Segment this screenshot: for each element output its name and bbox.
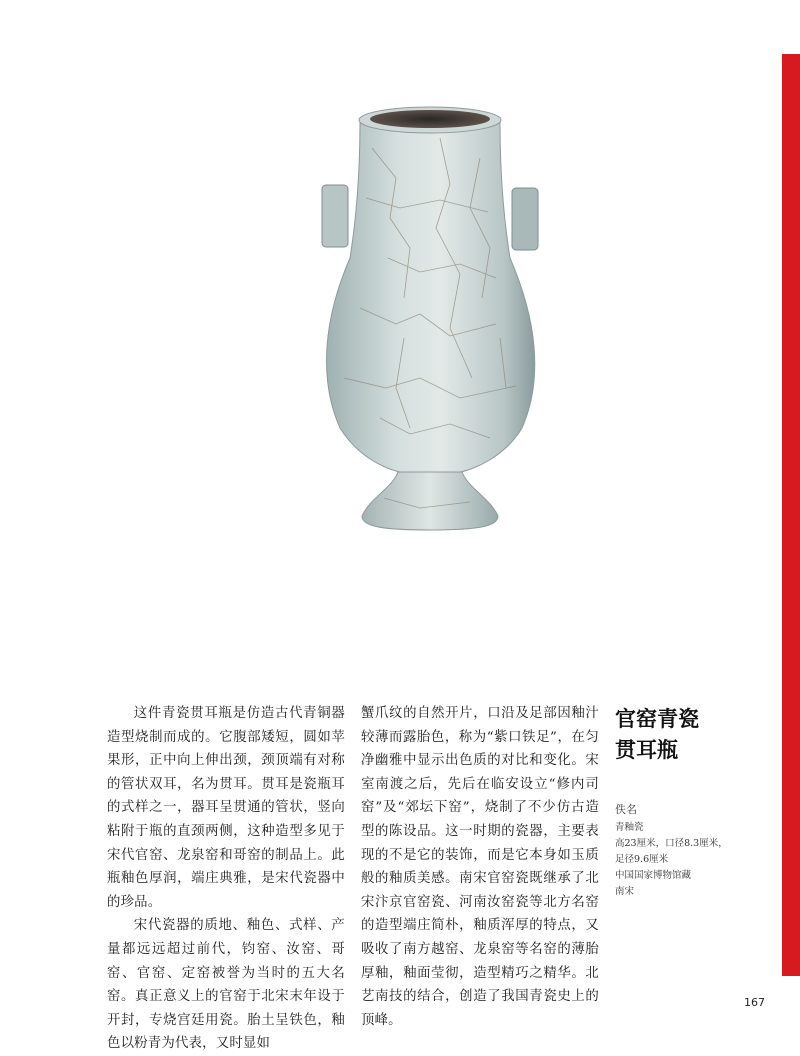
meta-dimensions-2: 足径9.6厘米 xyxy=(615,854,669,865)
meta-dynasty: 南宋 xyxy=(615,886,635,897)
body-column-2 xyxy=(361,702,599,1032)
artifact-title xyxy=(615,704,775,766)
meta-dimensions: 高23厘米，口径8.3厘米， xyxy=(615,838,728,849)
paragraph: 这件青瓷贯耳瓶是仿造古代青铜器造型烧制而成的。它腹部矮短，圆如苹果形，正中向上伸出颈，颈顶端有对称的管状双耳，名为贯耳。贯耳是瓷瓶耳的式样之一，器耳呈贯通的管状，竖向粘附于瓶的直颈两侧，这种造型多见于宋代官窑、龙泉窑和哥窑的制品上。此瓶釉色厚润，端庄典雅，是宋代瓷器中的珍品。 xyxy=(107,706,345,910)
title-line: 官窑青瓷 xyxy=(615,707,699,731)
title-line: 贯耳瓶 xyxy=(615,738,678,762)
meta-author: 佚名 xyxy=(615,803,637,816)
meta-collection: 中国国家博物馆藏 xyxy=(615,870,692,881)
paragraph: 蟹爪纹的自然开片，口沿及足部因釉汁较薄而露胎色，称为“紫口铁足”，在匀净幽雅中显示出色质的对比和变化。宋室南渡之后，先后在临安设立“修内司窑”及“郊坛下窑”，烧制了不少仿古造型的陈设品。这一时期的瓷器，主要表现的不是它的装饰，而是它本身如玉质般的釉质美感。南宋官窑瓷既继承了北宋汴京官窑瓷、河南汝窑瓷等北方名窑的造型端庄简朴，釉质浑厚的特点，又吸收了南方越窑、龙泉窑等名窑的薄胎厚釉，釉面莹彻，造型精巧之精华。北艺南技的结合，创造了我国青瓷史上的顶峰。 xyxy=(361,706,599,1028)
guan-ware-vase-image xyxy=(300,88,560,538)
red-edge-bar xyxy=(782,54,800,976)
vase-photo xyxy=(300,88,560,538)
meta-material: 青釉瓷 xyxy=(615,822,644,833)
page-number: 167 xyxy=(744,996,765,1009)
paragraph: 宋代瓷器的质地、釉色、式样、产量都远远超过前代，钧窑、汝窑、哥窑、官窑、定窑被誉为当时的五大名窑。真正意义上的官窑于北宋末年设于开封，专烧宫廷用瓷。胎土呈铁色，釉色以粉青为代表，又时显如 xyxy=(107,918,345,1052)
body-column-1 xyxy=(107,702,345,1056)
artifact-meta xyxy=(615,800,775,900)
